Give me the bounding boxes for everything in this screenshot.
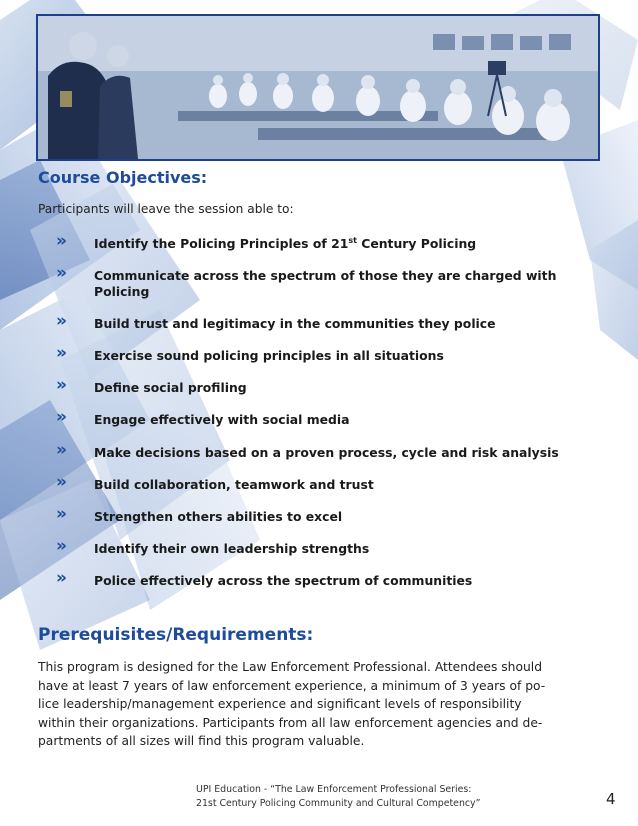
chevron-right-icon: » [56,504,67,524]
footer-line-1: UPI Education - “The Law Enforcement Professional Series: [196,784,472,795]
prerequisites-heading: Prerequisites/Requirements: [38,625,314,645]
course-objectives-heading: Course Objectives: [38,168,208,187]
ordinal-suffix: st [348,235,357,245]
objective-text: Make decisions based on a proven process, cycle and risk analysis [94,445,559,460]
chevron-right-icon: » [56,472,67,492]
objective-text: Engage effectively with social media [94,412,350,427]
chevron-right-icon: » [56,263,67,283]
objective-text: Communicate across the spectrum of those they are charged with Policing [94,268,557,299]
objective-text: Strengthen others abilities to excel [94,509,343,524]
objective-text: Identify the Policing Principles of 21st Century Policing [94,235,477,251]
chevron-right-icon: » [56,311,67,331]
objective-text: Build trust and legitimacy in the communities they police [94,316,496,331]
chevron-right-icon: » [56,343,67,363]
chevron-right-icon: » [56,231,67,251]
objective-text: Define social profiling [94,380,247,395]
chevron-right-icon: » [56,536,67,556]
page-number: 4 [606,790,616,808]
prerequisites-body: This program is designed for the Law Enforcement Professional. Attendees should have at least 7 years of law enforcement experience, a minimum of 3 years of po- lice leadership/management experience and significant levels of responsibility within their organizations. Participants from all law enforcement agencies and de- partments of all sizes will find this program valuable. [38,660,546,748]
chevron-right-icon: » [56,568,67,588]
objective-text: Build collaboration, teamwork and trust [94,477,374,492]
objective-text: Identify their own leadership strengths [94,541,370,556]
objectives-intro: Participants will leave the session able to: [38,202,294,216]
page-footer [196,783,526,811]
footer-line-2: 21st Century Policing Community and Cultural Competency” [196,798,481,809]
chevron-right-icon: » [56,440,67,460]
chevron-right-icon: » [56,375,67,395]
objective-text: Police effectively across the spectrum of communities [94,573,473,588]
chevron-right-icon: » [56,407,67,427]
objective-text: Exercise sound policing principles in all situations [94,348,444,363]
